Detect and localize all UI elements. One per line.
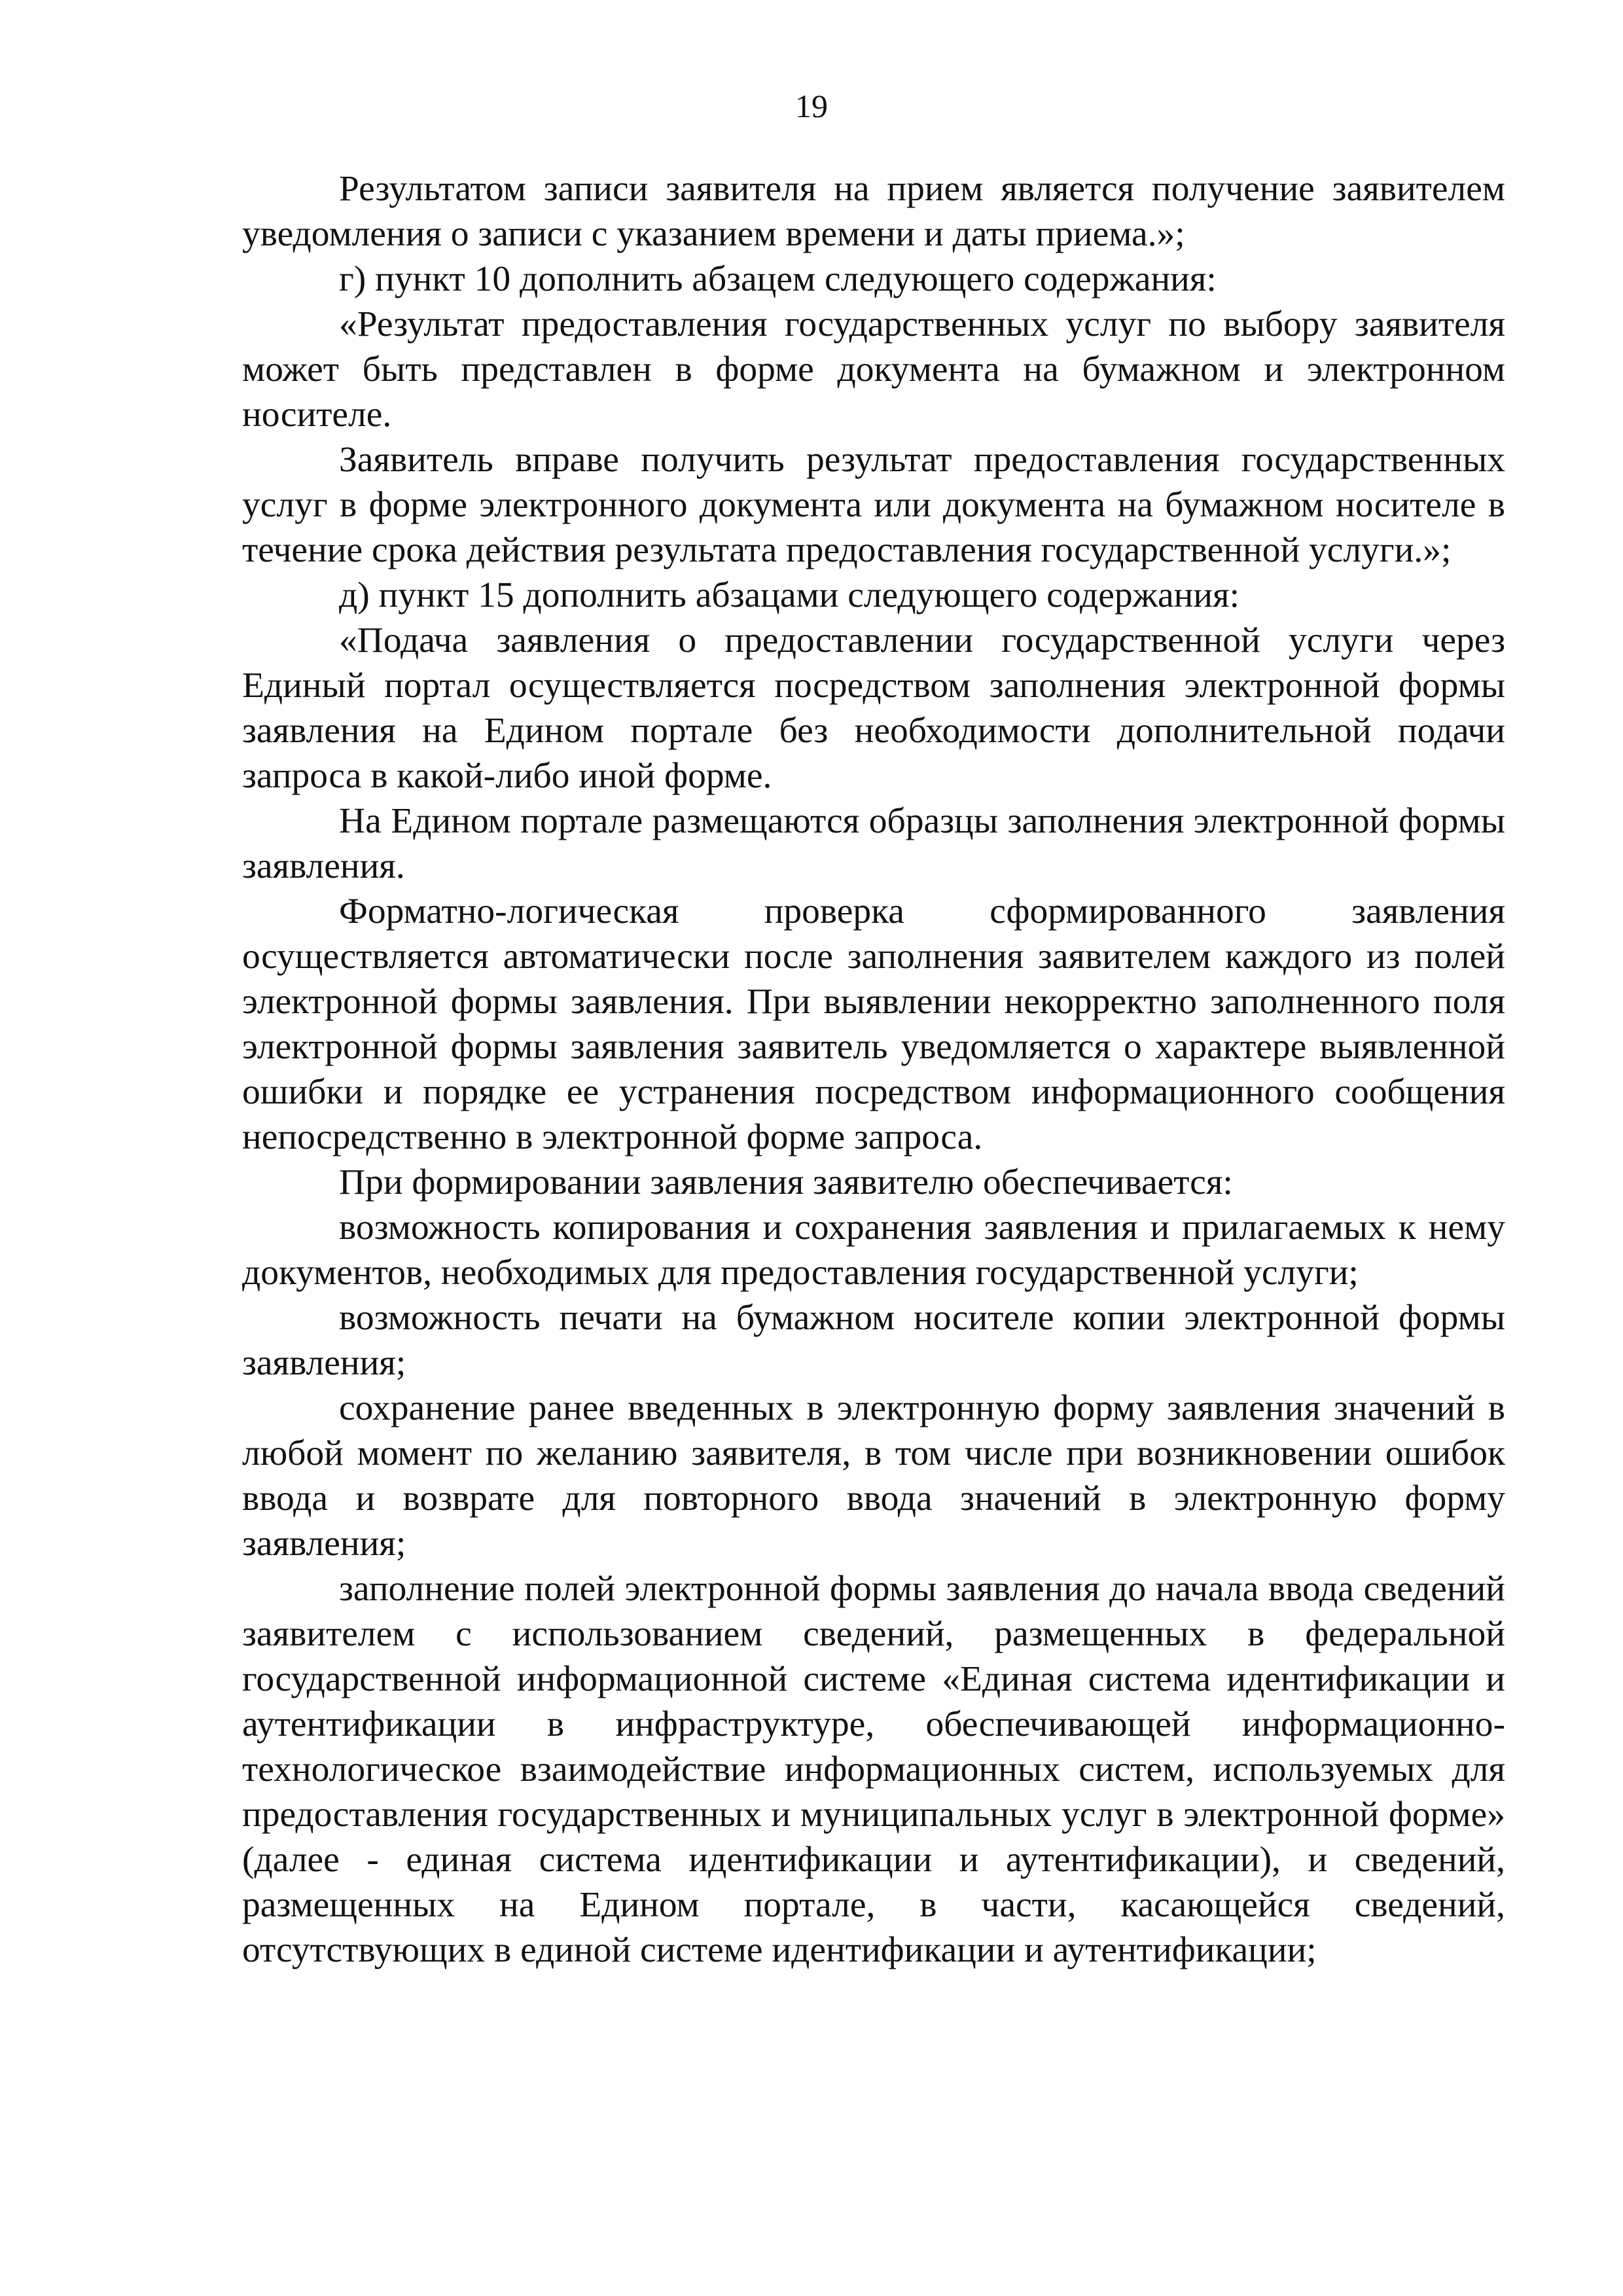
paragraph: «Результат предоставления государственных услуг по выбору заявителя может быть представлен в форме документа на бумажном и электронном носителе. bbox=[242, 304, 1505, 435]
paragraph: Заявитель вправе получить результат предоставления государственных услуг в форме электронного документа или документа на бумажном носителе в течение срока действия результата предоставления государственной услуги.»; bbox=[242, 440, 1505, 570]
paragraph: «Подача заявления о предоставлении государственной услуги через Единый портал осуществляется посредством заполнения электронной формы заявления на Едином портале без необходимости дополнительной подачи запроса в какой-либо иной форме. bbox=[242, 620, 1505, 796]
document-body bbox=[242, 166, 1505, 1973]
paragraph: г) пункт 10 дополнить абзацем следующего содержания: bbox=[339, 259, 1217, 299]
paragraph: Форматно-логическая проверка сформированного заявления осуществляется автоматически после заполнения заявителем каждого из полей электронной формы заявления. При выявлении некорректно заполненного поля электронной формы заявления заявитель уведомляется о характере выявленной ошибки и порядке ее устранения посредством информационного сообщения непосредственно в электронной форме запроса. bbox=[242, 891, 1505, 1157]
paragraph: д) пункт 15 дополнить абзацами следующего содержания: bbox=[339, 575, 1240, 615]
paragraph: возможность печати на бумажном носителе копии электронной формы заявления; bbox=[242, 1298, 1505, 1383]
paragraph: При формировании заявления заявителю обеспечивается: bbox=[339, 1162, 1233, 1202]
paragraph: сохранение ранее введенных в электронную форму заявления значений в любой момент по желанию заявителя, в том числе при возникновении ошибок ввода и возврате для повторного ввода значений в электронную форму заявления; bbox=[242, 1388, 1505, 1564]
paragraph: заполнение полей электронной формы заявления до начала ввода сведений заявителем с использованием сведений, размещенных в федеральной государственной информационной системе «Единая система идентификации и аутентификации в инфраструктуре, обеспечивающей информационно-технологическое взаимодействие информационных систем, используемых для предоставления государственных и муниципальных услуг в электронной форме» (далее - единая система идентификации и аутентификации), и сведений, размещенных на Едином портале, в части, касающейся сведений, отсутствующих в единой системе идентификации и аутентификации; bbox=[242, 1569, 1505, 1970]
paragraph: На Едином портале размещаются образцы заполнения электронной формы заявления. bbox=[242, 801, 1505, 886]
page-number: 19 bbox=[795, 88, 828, 124]
paragraph: Результатом записи заявителя на прием является получение заявителем уведомления о записи с указанием времени и даты приема.»; bbox=[242, 169, 1505, 254]
paragraph: возможность копирования и сохранения заявления и прилагаемых к нему документов, необходимых для предоставления государственной услуги; bbox=[242, 1208, 1505, 1293]
